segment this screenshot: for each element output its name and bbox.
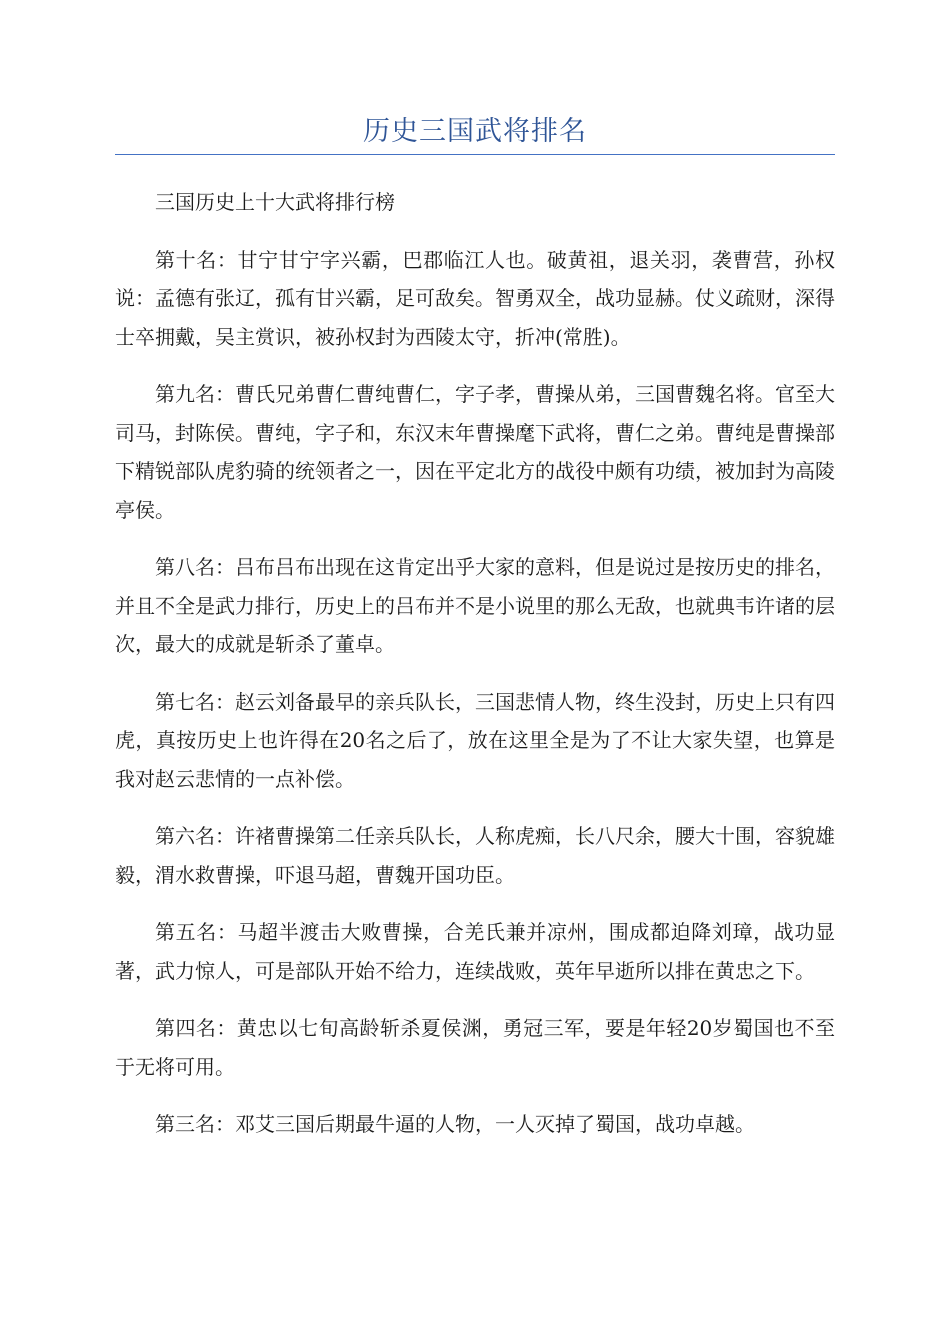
paragraph-rank-4: 第四名：黄忠以七旬高龄斩杀夏侯渊，勇冠三军，要是年轻20岁蜀国也不至于无将可用。 xyxy=(115,1016,835,1079)
document-title: 历史三国武将排名 xyxy=(115,112,835,155)
paragraph-rank-7: 第七名：赵云刘备最早的亲兵队长，三国悲情人物，终生没封，历史上只有四虎，真按历史上也许得在20名之后了，放在这里全是为了不让大家失望，也算是我对赵云悲情的一点补偿。 xyxy=(115,689,835,791)
paragraph-rank-8: 第八名：吕布吕布出现在这肯定出乎大家的意料，但是说过是按历史的排名，并且不全是武力排行，历史上的吕布并不是小说里的那么无敌，也就典韦许诸的层次，最大的成就是斩杀了董卓。 xyxy=(115,555,835,656)
paragraph-rank-6: 第六名：许褚曹操第二任亲兵队长，人称虎痴，长八尺余，腰大十围，容貌雄毅，渭水救曹操，吓退马超，曹魏开国功臣。 xyxy=(115,824,835,887)
document-body xyxy=(115,183,835,1144)
paragraph-rank-3: 第三名：邓艾三国后期最牛逼的人物，一人灭掉了蜀国，战功卓越。 xyxy=(155,1112,755,1136)
paragraph-rank-9: 第九名：曹氏兄弟曹仁曹纯曹仁，字子孝，曹操从弟，三国曹魏名将。官至大司马，封陈侯。曹纯，字子和，东汉末年曹操麾下武将，曹仁之弟。曹纯是曹操部下精锐部队虎豹骑的统领者之一，因在平定北方的战役中颇有功绩，被加封为高陵亭侯。 xyxy=(115,382,835,522)
document-page xyxy=(115,112,835,1163)
paragraph-rank-5: 第五名：马超半渡击大败曹操，合羌氏兼并凉州，围成都迫降刘璋，战功显著，武力惊人，可是部队开始不给力，连续战败，英年早逝所以排在黄忠之下。 xyxy=(115,920,835,983)
paragraph-subtitle: 三国历史上十大武将排行榜 xyxy=(155,190,395,214)
paragraph-rank-10: 第十名：甘宁甘宁字兴霸，巴郡临江人也。破黄祖，退关羽，袭曹营，孙权说：孟德有张辽，孤有甘兴霸，足可敌矣。智勇双全，战功显赫。仗义疏财，深得士卒拥戴，吴主赏识，被孙权封为西陵太守，折冲(常胜)。 xyxy=(115,247,835,349)
